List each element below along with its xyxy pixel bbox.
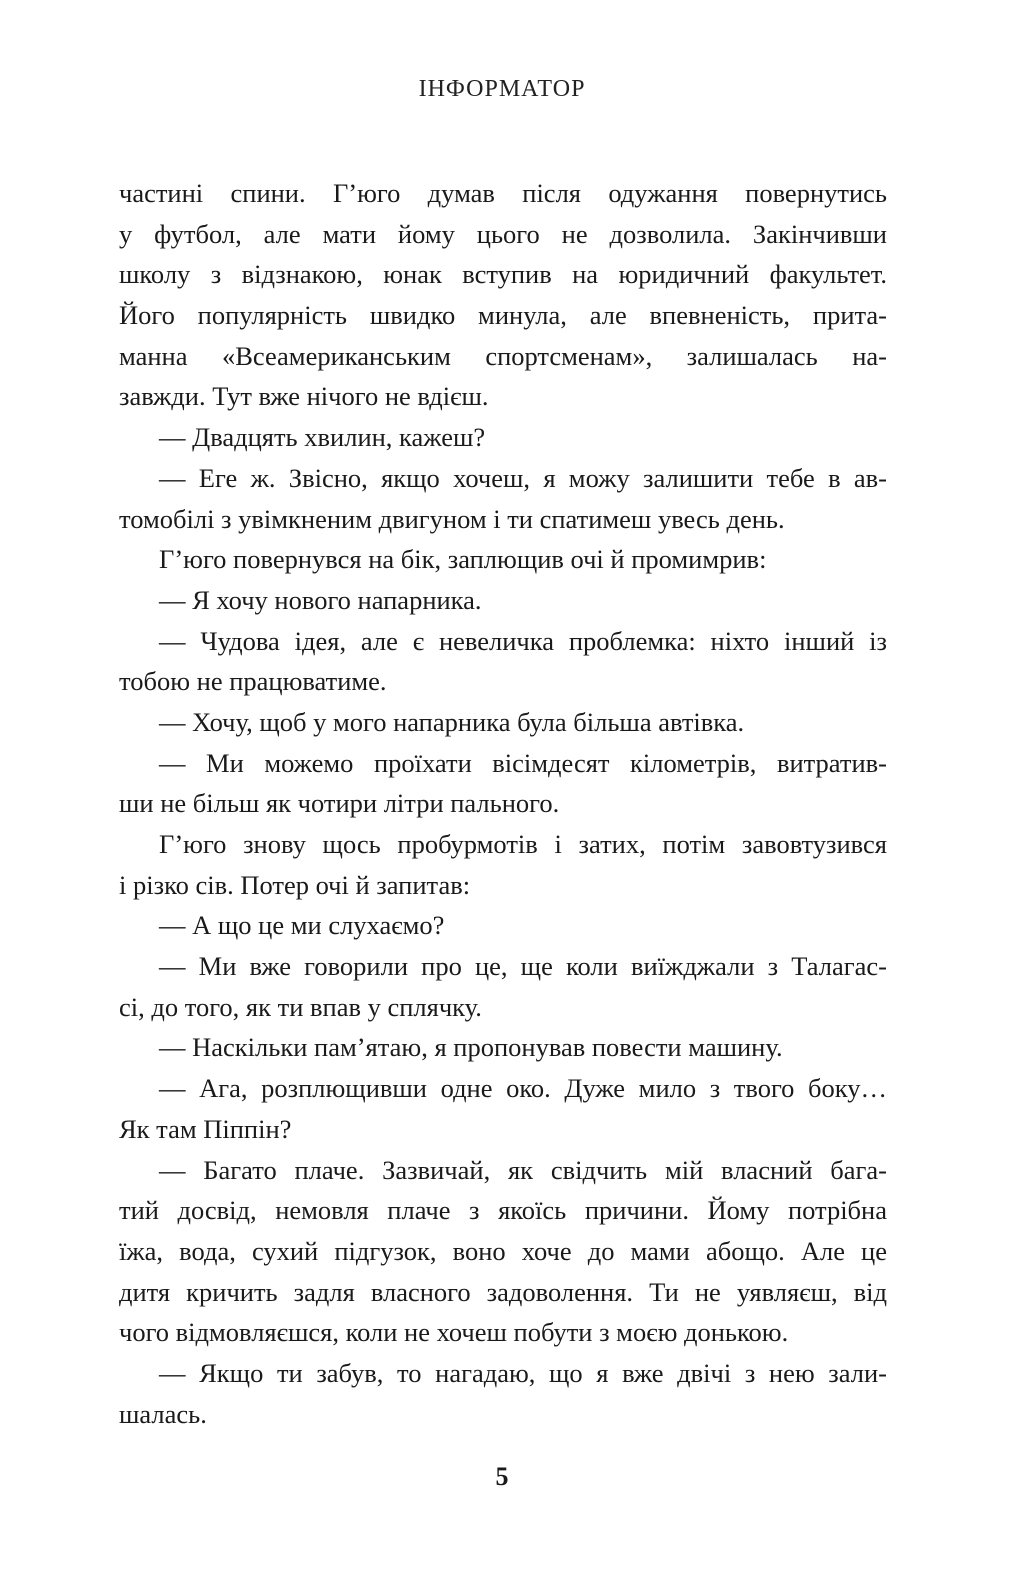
text-line: Його популярність швидко минула, але впевненість, прита- <box>119 300 887 331</box>
text-line: Як там Піппін? <box>119 1113 292 1144</box>
text-line: манна «Всеамериканським спортсменам», залишалась на- <box>119 340 887 371</box>
text-line: — Чудова ідея, але є невеличка проблемка: ніхто інший із <box>159 625 887 656</box>
text-line: шалась. <box>119 1398 207 1429</box>
text-line: і різко сів. Потер очі й запитав: <box>119 869 471 900</box>
text-line: тобою не працюватиме. <box>119 666 387 697</box>
text-line: — Я хочу нового напарника. <box>159 584 482 615</box>
text-line: ши не більш як чотири літри пального. <box>119 788 560 819</box>
text-line: — Ми вже говорили про це, ще коли виїжджали з Талагас- <box>159 951 887 982</box>
text-line: тий досвід, немовля плаче з якоїсь причини. Йому потрібна <box>119 1195 887 1226</box>
text-line: — Хочу, щоб у мого напарника була більша автівка. <box>159 706 745 737</box>
text-line: — А що це ми слухаємо? <box>159 910 445 941</box>
text-line: Г’юго знову щось пробурмотів і затих, потім завовтузився <box>159 829 887 859</box>
text-line: завжди. Тут вже нічого не вдієш. <box>119 381 489 412</box>
text-line: — Багато плаче. Зазвичай, як свідчить мій власний бага- <box>159 1154 887 1185</box>
text-line: сі, до того, як ти впав у сплячку. <box>119 991 482 1022</box>
text-line: дитя кричить задля власного задоволення. Ти не уявляєш, від <box>119 1276 887 1307</box>
text-line: томобілі з увімкненим двигуном і ти спатимеш увесь день. <box>119 503 785 534</box>
page-number: 5 <box>495 1462 509 1491</box>
text-line: частині спини. Г’юго думав після одужання повернутись <box>119 178 887 208</box>
text-line: — Ага, розплющивши одне око. Дуже мило з твого боку… <box>159 1073 887 1104</box>
running-head-title: ІНФОРМАТОР <box>418 76 586 102</box>
text-line: — Якщо ти забув, то нагадаю, що я вже двічі з нею зали- <box>159 1357 887 1388</box>
text-line: їжа, вода, сухий підгузок, воно хоче до мами абощо. Але це <box>119 1235 887 1266</box>
text-line: чого відмовляєшся, коли не хочеш побути з моєю донькою. <box>119 1317 789 1348</box>
text-line: Г’юго повернувся на бік, заплющив очі й промимрив: <box>159 544 767 575</box>
text-line: — Ми можемо проїхати вісімдесят кілометрів, витратив- <box>159 747 887 778</box>
text-line: школу з відзнакою, юнак вступив на юридичний факультет. <box>119 259 887 290</box>
text-line: — Еге ж. Звісно, якщо хочеш, я можу залишити тебе в ав- <box>159 462 887 493</box>
text-line: — Наскільки пам’ятаю, я пропонував повести машину. <box>159 1032 783 1063</box>
text-line: у футбол, але мати йому цього не дозволила. Закінчивши <box>119 218 887 249</box>
text-line: — Двадцять хвилин, кажеш? <box>159 422 486 453</box>
body-text <box>119 173 887 1434</box>
